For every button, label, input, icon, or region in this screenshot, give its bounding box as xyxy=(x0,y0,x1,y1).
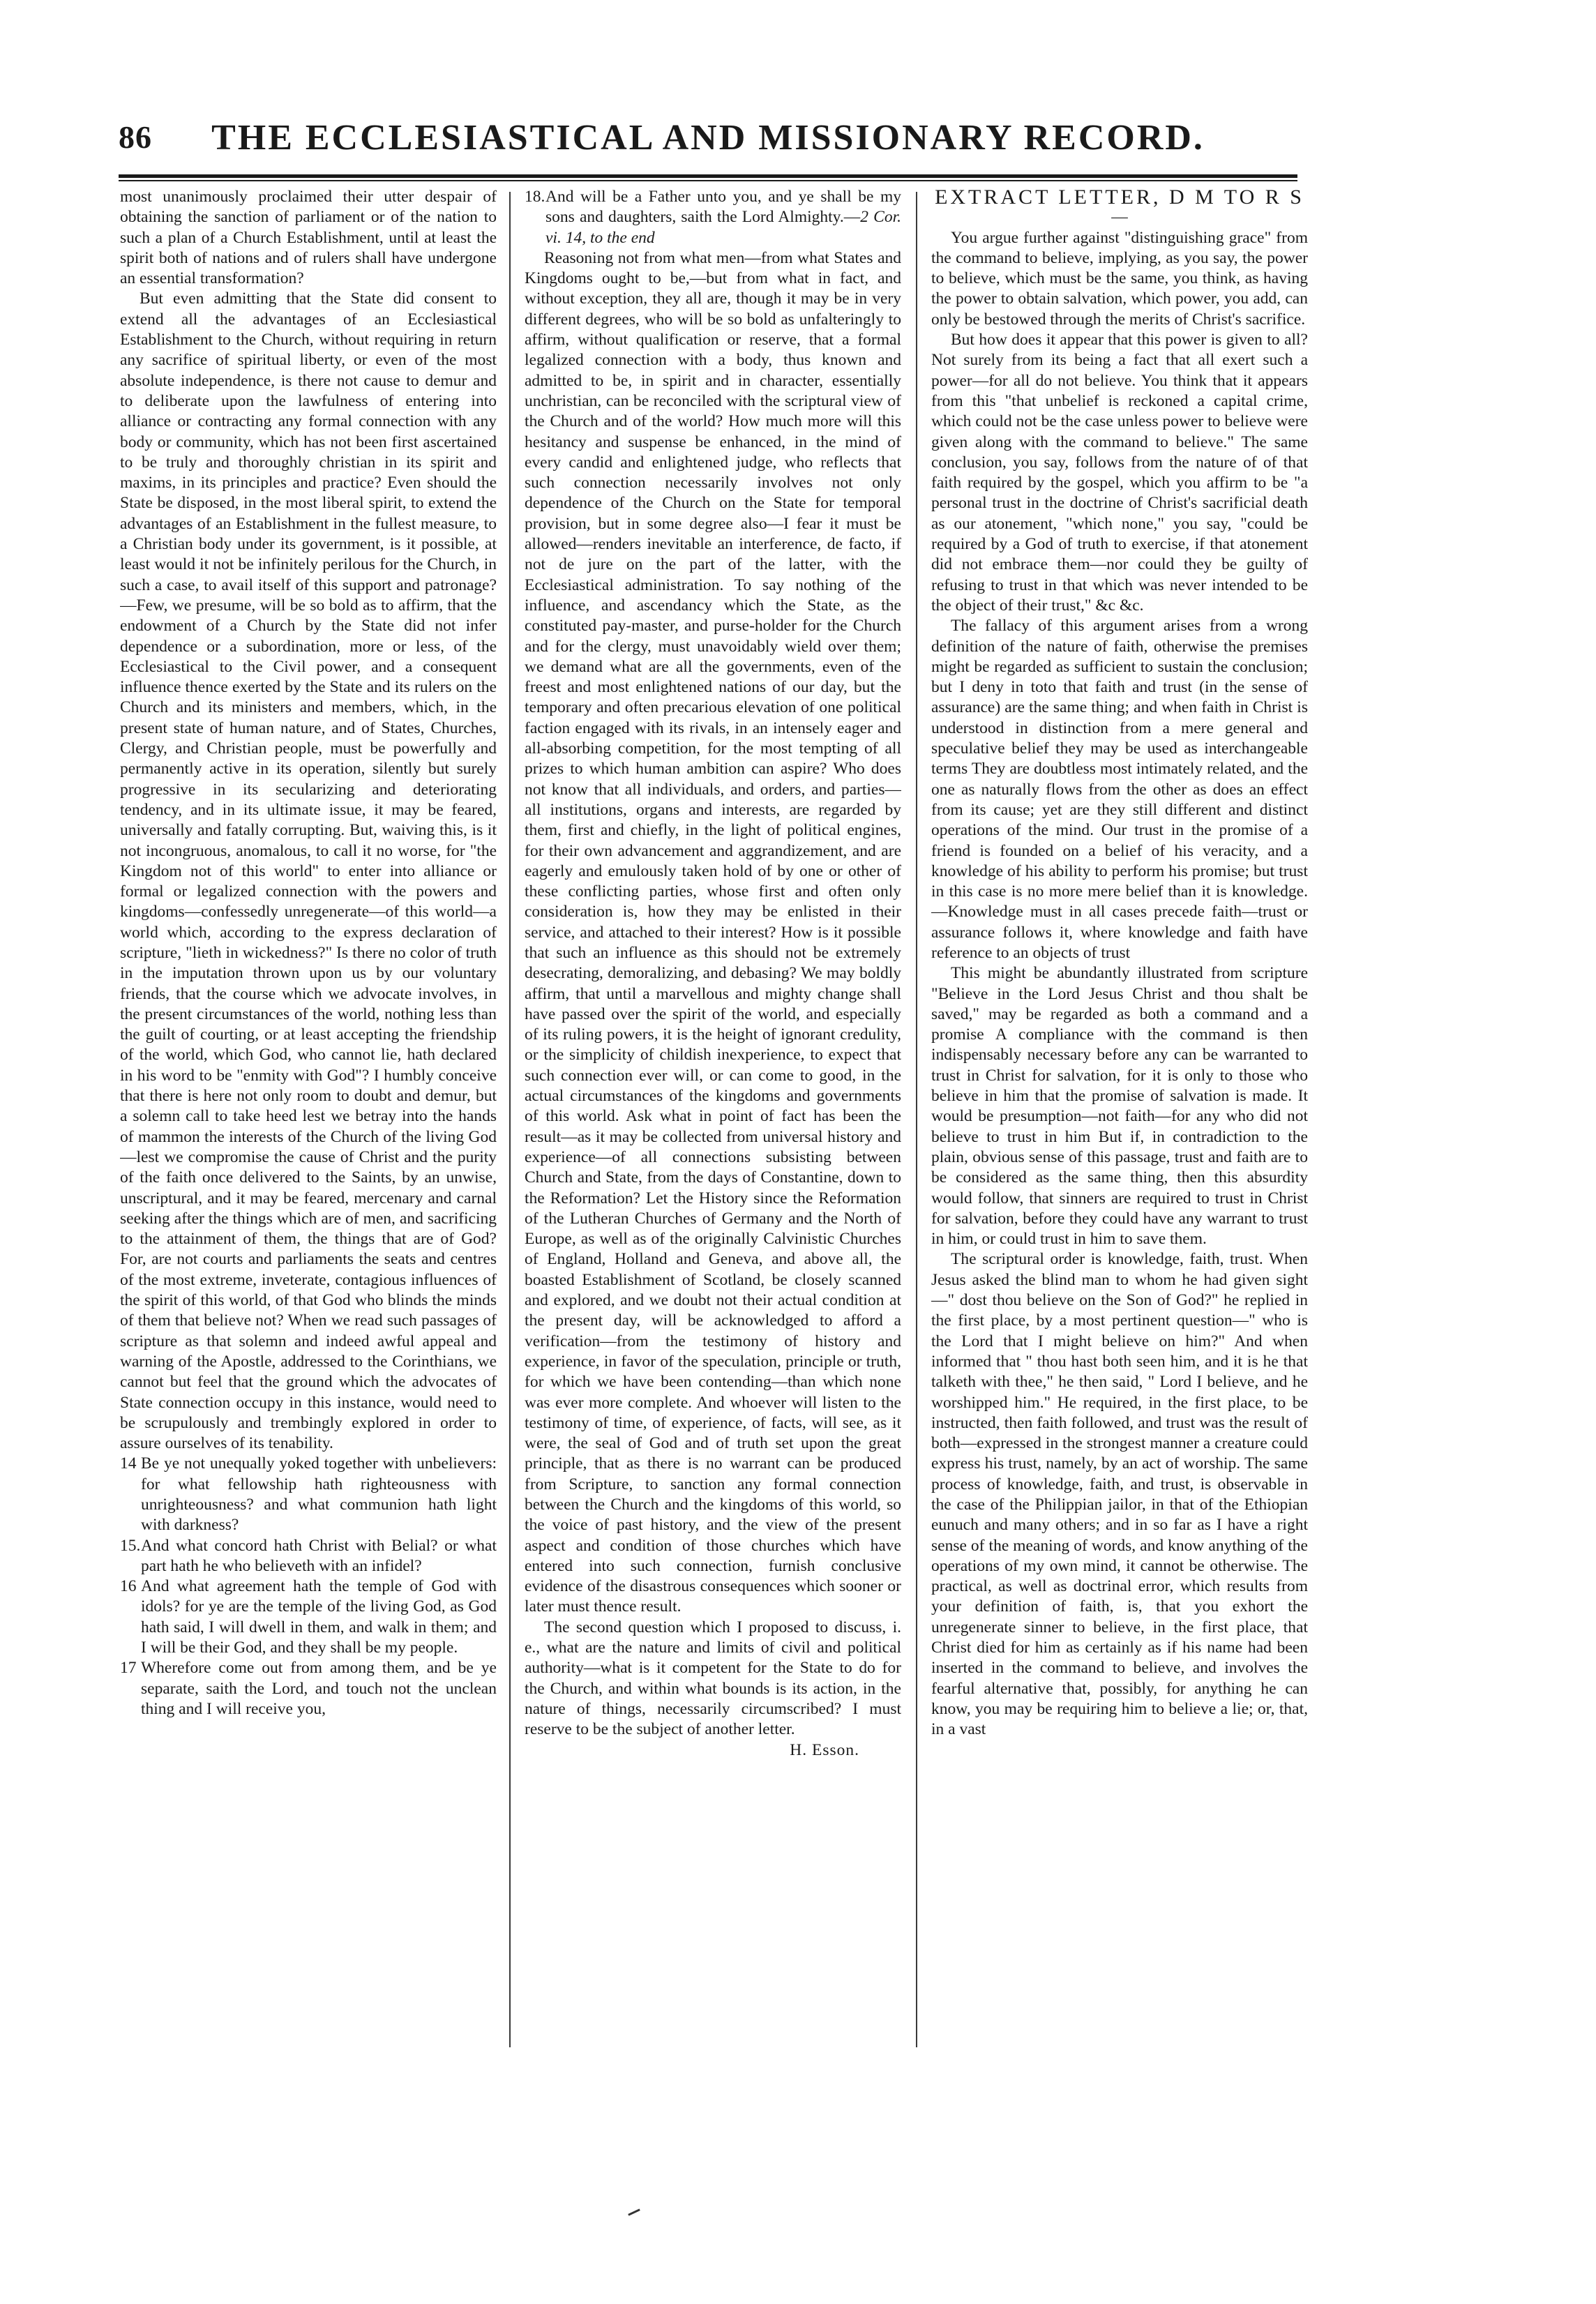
page-header xyxy=(119,119,1297,167)
column-1 xyxy=(120,187,497,2056)
column-divider xyxy=(916,192,917,2047)
verse-text: Wherefore come out from among them, and be ye separate, saith the Lord, and touch not the unclean thing and I will receive you, xyxy=(141,1659,497,1718)
column-divider xyxy=(509,192,511,2047)
ink-mark xyxy=(628,2208,640,2215)
paragraph: But how does it appear that this power is given to all? Not surely from its being a fact that all exert such a power—for all do not believe. You think that it appears from this "that unbelief is reckoned a capital crime, which could not be the case unless power to believe were given along with the command to believe." The same conclusion, you say, follows from the nature of of that faith required by the gospel, which you affirm to be "a personal trust in the doctrine of Christ's sacrificial death as our atonement, "which none," you say, "could be required by a God of truth to exercise, if that atonement did not embrace them—nor could they be guilty of refusing to trust in that which was never intended to be the object of their trust," &c &c. xyxy=(931,331,1308,615)
verse-text: And what agreement hath the temple of God with idols? for ye are the temple of the living God, as God hath said, I will dwell in them, and walk in them; and I will be their God, and they shall be my people. xyxy=(141,1577,497,1657)
paragraph: Reasoning not from what men—from what States and Kingdoms ought to be,—but from what in fact, and without exception, they all are, though it may be in very different degrees, who will be so bold as unfalteringly to affirm, without qualification or reserve, that a formal legalized connection with a body, thus known and admitted to be, in spirit and in character, essentially unchristian, can be reconciled with the scriptural view of the Church and of the world? How much more will this hesitancy and suspense be enhanced, in the mind of every candid and enlightened judge, who reflects that such connection necessarily involves not only dependence of the Church on the State for temporal provision, but in some degree also—I fear it must be allowed—renders inevitable an interference, de facto, if not de jure on the part of the latter, with the Ecclesiastical administration. To say nothing of the influence, and ascendancy which the State, as the constituted pay-master, and purse-holder for the Church and for the clergy, must unavoidably wield over them; we demand what are all the governments, even of the freest and most enlightened nations of our day, but the temporary and often precarious elevation of one political faction engaged with its rivals, in an intensely eager and all-absorbing competition, for the most tempting of all prizes to which human ambition can aspire? Who does not know that all individuals, and orders, and parties—all institutions, organs and interests, are regarded by them, first and chiefly, in the light of political engines, for their own advancement and aggrandizement, and are eagerly and emulously taken hold of by one or other of these conflicting parties, whose first and often only consideration is, how they may be enlisted in their service, and attached to their interest? How is it possible that such an influence as this should not be extremely desecrating, demoralizing, and debasing? We may boldly affirm, that until a marvellous and mighty change shall have passed over the spirit of the world, and especially of its ruling powers, it is the height of ignorant credulity, or the simplicity of childish inexperience, to expect that such connection ever will, or can come to good, in the actual circumstances of the kingdoms and governments of this world. Ask what in point of fact has been the result—as it may be collected from universal history and experience—of all connections subsisting between Church and State, from the days of Constantine, down to the Reformation? Let the History since the Reformation of the Lutheran Churches of Germany and the North of Europe, as well as of the originally Calvinistic Churches of England, Holland and Geneva, and above all, the boasted Establishment of Scotland, be closely scanned and explored, and we doubt not their actual condition at the present day, will be acknowledged to afford a verification—from the testimony of history and experience, in favor of the speculation, principle or truth, for which we have been contending—than which none was ever more complete. And whoever will listen to the testimony of time, of experience, of facts, will see, as it were, the seal of God and of truth set upon the great principle, that as there is no warrant can be produced from Scripture, to sanction any formal connection between the Church and the kingdoms of this world, so the voice of past history, and the view of the present aspect and condition of those churches which have entered into such connection, furnish conclusive evidence of the disastrous consequences which sooner or later must thence result. xyxy=(525,248,901,1616)
header-rule xyxy=(119,174,1297,178)
column-3 xyxy=(931,187,1308,2056)
verse-text: And will be a Father unto you, and ye shall be my sons and daughters, saith the Lord Almighty.— xyxy=(545,188,901,227)
verse-number: 14 xyxy=(120,1454,137,1473)
page-number: 86 xyxy=(119,119,152,155)
paragraph: This might be abundantly illustrated from scripture "Believe in the Lord Jesus Christ and thou shalt be saved," may be regarded as both a command and a promise A compliance with the command is then indispensably necessary before any can be warranted to trust in Christ for salvation, for it is only to those who believe in him that the promise of salvation is made. It would be presumption—not faith—for any who did not believe to trust in him But if, in contradiction to the plain, obvious sense of this passage, trust and faith are to be considered as the same thing, then this absurdity would follow, that sinners are required to trust in Christ for salvation, before they could have any warrant to trust in him, or could trust in him to save them. xyxy=(931,964,1308,1249)
running-title: THE ECCLESIASTICAL AND MISSIONARY RECORD. xyxy=(211,118,1205,158)
column-2 xyxy=(525,187,901,2056)
verse-number: 15. xyxy=(120,1536,141,1555)
paragraph: The second question which I proposed to discuss, i. e., what are the nature and limits of civil and political authority—what is it competent for the State to do for the Church, and within what bounds is its action, in the nature of things, necessarily circumscribed? I must reserve to be the subject of another letter. xyxy=(525,1618,901,1739)
verse-text: And what concord hath Christ with Belial? or what part hath he who believeth with an infidel? xyxy=(141,1536,497,1575)
paragraph: The scriptural order is knowledge, faith, trust. When Jesus asked the blind man to whom he had given sight—" dost thou believe on the Son of God?" he replied in the first place, by a most pertinent question—" who is the Lord that I might believe on him?" And when informed that " thou hast both seen him, and it is he that talketh with thee," he then said, " Lord I believe, and he worshipped him." He required, in the first place, to be instructed, then faith followed, and trust was the result of both—expressed in the strongest manner a creature could express his trust, namely, by an act of worship. The same process of knowledge, faith, and trust, is observable in the case of the Philippian jailor, in that of the Ethiopian eunuch and many others; and in so far as I have a right sense of the meaning of words, and know anything of the operations of my own mind, it cannot be otherwise. The practical, as well as doctrinal error, which results from your definition of faith, is, that you exhort the unregenerate sinner to believe, in the first place, that Christ died for him as certainly as if his name had been inserted in the command to believe, and involves the fearful alternative that, possibly, for anything he can know, you may be requiring him to believe a lie; or, that, in a vast xyxy=(931,1250,1308,1739)
verse-text: Be ye not unequally yoked together with unbelievers: for what fellowship hath righteousness with unrighteousness? and what communion hath light with darkness? xyxy=(141,1454,497,1535)
scripture-citation: 2 Cor. vi. 14, to the end xyxy=(545,208,901,247)
verse-number: 18. xyxy=(525,188,545,206)
scripture-verse xyxy=(120,1576,497,1658)
scripture-verse xyxy=(120,1658,497,1719)
paragraph: But even admitting that the State did consent to extend all the advantages of an Ecclesiastical Establishment to the Church, without requiring in return any sacrifice of spiritual liberty, or even of the most absolute independence, is there not cause to demur and to deliberate upon the lawfulness of entering into alliance or contracting any formal connection with any body or community, which has not been first ascertained to be truly and thoroughly christian in its spirit and maxims, in its principles and practice? Even should the State be disposed, in the most liberal spirit, to extend the advantages of an Establishment in the fullest measure, to a Christian body under its government, is it possible, at least would it not be infinitely perilous for the Church, in such a case, to avail itself of this support and patronage?—Few, we presume, will be so bold as to affirm, that the endowment of a Church by the State did not infer dependence or a subordination, more or less, of the Ecclesiastical to the Civil power, and a consequent influence thence exerted by the State and its rulers on the Church and its ministers and members, which, in the present state of human nature, and of States, Churches, Clergy, and Christian people, must be powerfully and permanently active in its operation, silently but surely progressive in its secularizing and deteriorating tendency, and in its ultimate issue, it may be feared, universally and fatally corrupting. But, waiving this, is it not incongruous, anomalous, to call it no worse, for "the Kingdom not of this world" to enter into alliance or formal or legalized connection with the powers and kingdoms—confessedly unregenerate—of this world—a world which, according to the express declaration of scripture, "lieth in wickedness?" Is there no color of truth in the imputation thrown upon us by our voluntary friends, that the course which we advocate involves, in the present circumstances of the world, nothing less than the guilt of courting, or at least accepting the friendship of the world, which God, who cannot lie, hath declared in his word to be "enmity with God"? I humbly conceive that there is here not only room to doubt and demur, but a solemn call to take heed lest we betray into the hands of mammon the interests of the Church of the living God—lest we compromise the cause of Christ and the purity of the faith once delivered to the Saints, by an unwise, unscriptural, and it may be feared, mercenary and carnal seeking after the things which are of men, and sacrificing to the attainment of them, the things that are of God? For, are not courts and parliaments the seats and centres of the most extreme, inveterate, contagious influences of the spirit of this world, of that God who blinds the minds of them that believe not? When we read such passages of scripture as that solemn and indeed awful appeal and warning of the Apostle, addressed to the Corinthians, we cannot but feel that the ground which the advocates of State connection occupy in this instance, would need to be scrupulously and trembingly explored in order to assure ourselves of its tenability. xyxy=(120,289,497,1453)
header-rule-thin xyxy=(119,180,1297,181)
verse-number: 17 xyxy=(120,1659,137,1678)
article-title: EXTRACT LETTER, D M TO R S xyxy=(935,187,1304,209)
paragraph: most unanimously proclaimed their utter despair of obtaining the sanction of parliament or of the nation to such a plan of a Church Establishment, until at least the spirit both of nations and of rulers shall have undergone an essential transformation? xyxy=(120,188,497,288)
scripture-verse xyxy=(120,1454,497,1535)
scripture-verse xyxy=(525,187,901,248)
scripture-verse xyxy=(120,1536,497,1577)
paragraph: You argue further against "distinguishing grace" from the command to believe, implying, as you say, the power to believe, which must be the same, you think, as having the power to obtain salvation, which power, you add, can only be bestowed through the merits of Christ's sacrifice. xyxy=(931,228,1308,329)
paragraph: The fallacy of this argument arises from a wrong definition of the nature of faith, otherwise the premises might be regarded as sufficient to sustain the conclusion; but I deny in toto that faith and trust (in the sense of assurance) are the same thing; and when faith in Christ is understood in distinction from a mere general and speculative belief they may be used as interchangeable terms They are doubtless most intimately related, and the one as naturally flows from the other as does an effect from its cause; yet are they still different and distinct operations of the mind. Our trust in the promise of a friend is founded on a belief of his veracity, and a knowledge of his ability to perform his promise; but trust in this case is no more mere belief than it is knowledge.—Knowledge must in all cases precede faith—trust or assurance follows it, where knowledge and faith have reference to an objects of trust xyxy=(931,617,1308,962)
author-signature: H. Esson. xyxy=(790,1740,859,1759)
verse-number: 16 xyxy=(120,1577,137,1596)
title-dash: — xyxy=(1111,208,1128,227)
